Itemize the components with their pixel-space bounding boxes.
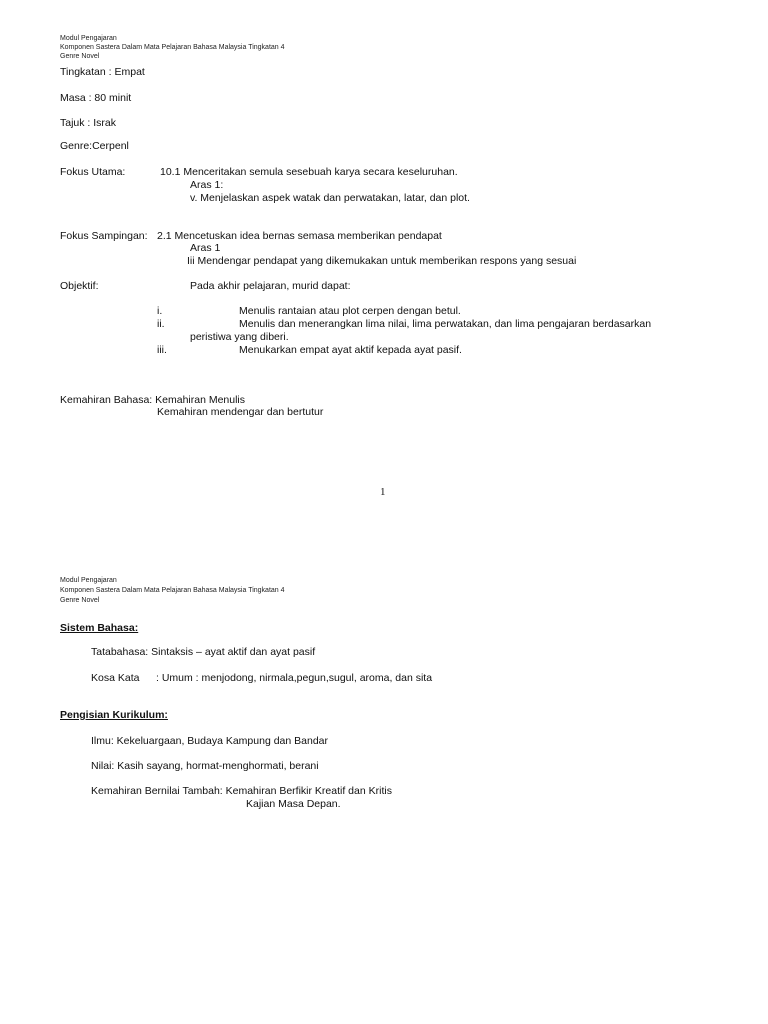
objektif-item-num: iii. — [157, 344, 167, 356]
masa-field: Masa : 80 minit — [60, 92, 132, 104]
objektif-item-text: Menulis rantaian atau plot cerpen dengan betul. — [239, 305, 461, 317]
kemahiran-bahasa-line2: Kemahiran mendengar dan bertutur — [157, 406, 324, 418]
objektif-intro: Pada akhir pelajaran, murid dapat: — [190, 280, 351, 292]
header-module-title: Modul Pengajaran — [60, 35, 117, 42]
kosa-kata-label: Kosa Kata — [91, 672, 140, 684]
objektif-item-num: ii. — [157, 318, 165, 330]
header-component: Komponen Sastera Dalam Mata Pelajaran Bahasa Malaysia Tingkatan 4 — [60, 587, 285, 594]
objektif-label: Objektif: — [60, 280, 99, 292]
kemahiran-bahasa-line1: Kemahiran Bahasa: Kemahiran Menulis — [60, 394, 246, 406]
tajuk-field: Tajuk : Israk — [60, 117, 117, 129]
header-module-title: Modul Pengajaran — [60, 577, 117, 584]
pengisian-kurikulum-heading: Pengisian Kurikulum: — [60, 709, 168, 721]
genre-field: Genre:Cerpenl — [60, 140, 129, 152]
ilmu-line: Ilmu: Kekeluargaan, Budaya Kampung dan Bandar — [91, 735, 328, 747]
fokus-sampingan-line1: 2.1 Mencetuskan idea bernas semasa memberikan pendapat — [157, 230, 442, 242]
fokus-utama-label: Fokus Utama: — [60, 166, 126, 178]
fokus-sampingan-label: Fokus Sampingan: — [60, 230, 148, 242]
tingkatan-field: Tingkatan : Empat — [60, 66, 145, 78]
objektif-item-text: Menukarkan empat ayat aktif kepada ayat pasif. — [239, 344, 462, 356]
objektif-item-num: i. — [157, 305, 163, 317]
kemahiran-bernilai-tambah-line2: Kajian Masa Depan. — [246, 798, 341, 810]
sistem-bahasa-heading: Sistem Bahasa: — [60, 622, 139, 634]
fokus-utama-line2: Aras 1: — [190, 179, 224, 191]
kosa-kata-value: : Umum : menjodong, nirmala,pegun,sugul, aroma, dan sita — [156, 672, 433, 684]
objektif-item-text: Menulis dan menerangkan lima nilai, lima perwatakan, dan lima pengajaran berdasarkan — [239, 318, 652, 330]
fokus-sampingan-line3: Iii Mendengar pendapat yang dikemukakan untuk memberikan respons yang sesuai — [187, 255, 577, 267]
objektif-item-continuation: peristiwa yang diberi. — [190, 331, 289, 343]
fokus-sampingan-line2: Aras 1 — [190, 242, 221, 254]
page-number: 1 — [380, 486, 386, 498]
header-component: Komponen Sastera Dalam Mata Pelajaran Bahasa Malaysia Tingkatan 4 — [60, 44, 285, 51]
kemahiran-bernilai-tambah-line1: Kemahiran Bernilai Tambah: Kemahiran Berfikir Kreatif dan Kritis — [91, 785, 392, 797]
fokus-utama-line1: 10.1 Menceritakan semula sesebuah karya secara keseluruhan. — [160, 166, 458, 178]
header-genre: Genre Novel — [60, 53, 100, 60]
fokus-utama-line3: v. Menjelaskan aspek watak dan perwatakan, latar, dan plot. — [190, 192, 470, 204]
nilai-line: Nilai: Kasih sayang, hormat-menghormati, berani — [91, 760, 319, 772]
tatabahasa-line: Tatabahasa: Sintaksis – ayat aktif dan ayat pasif — [91, 646, 316, 658]
header-genre: Genre Novel — [60, 597, 100, 604]
